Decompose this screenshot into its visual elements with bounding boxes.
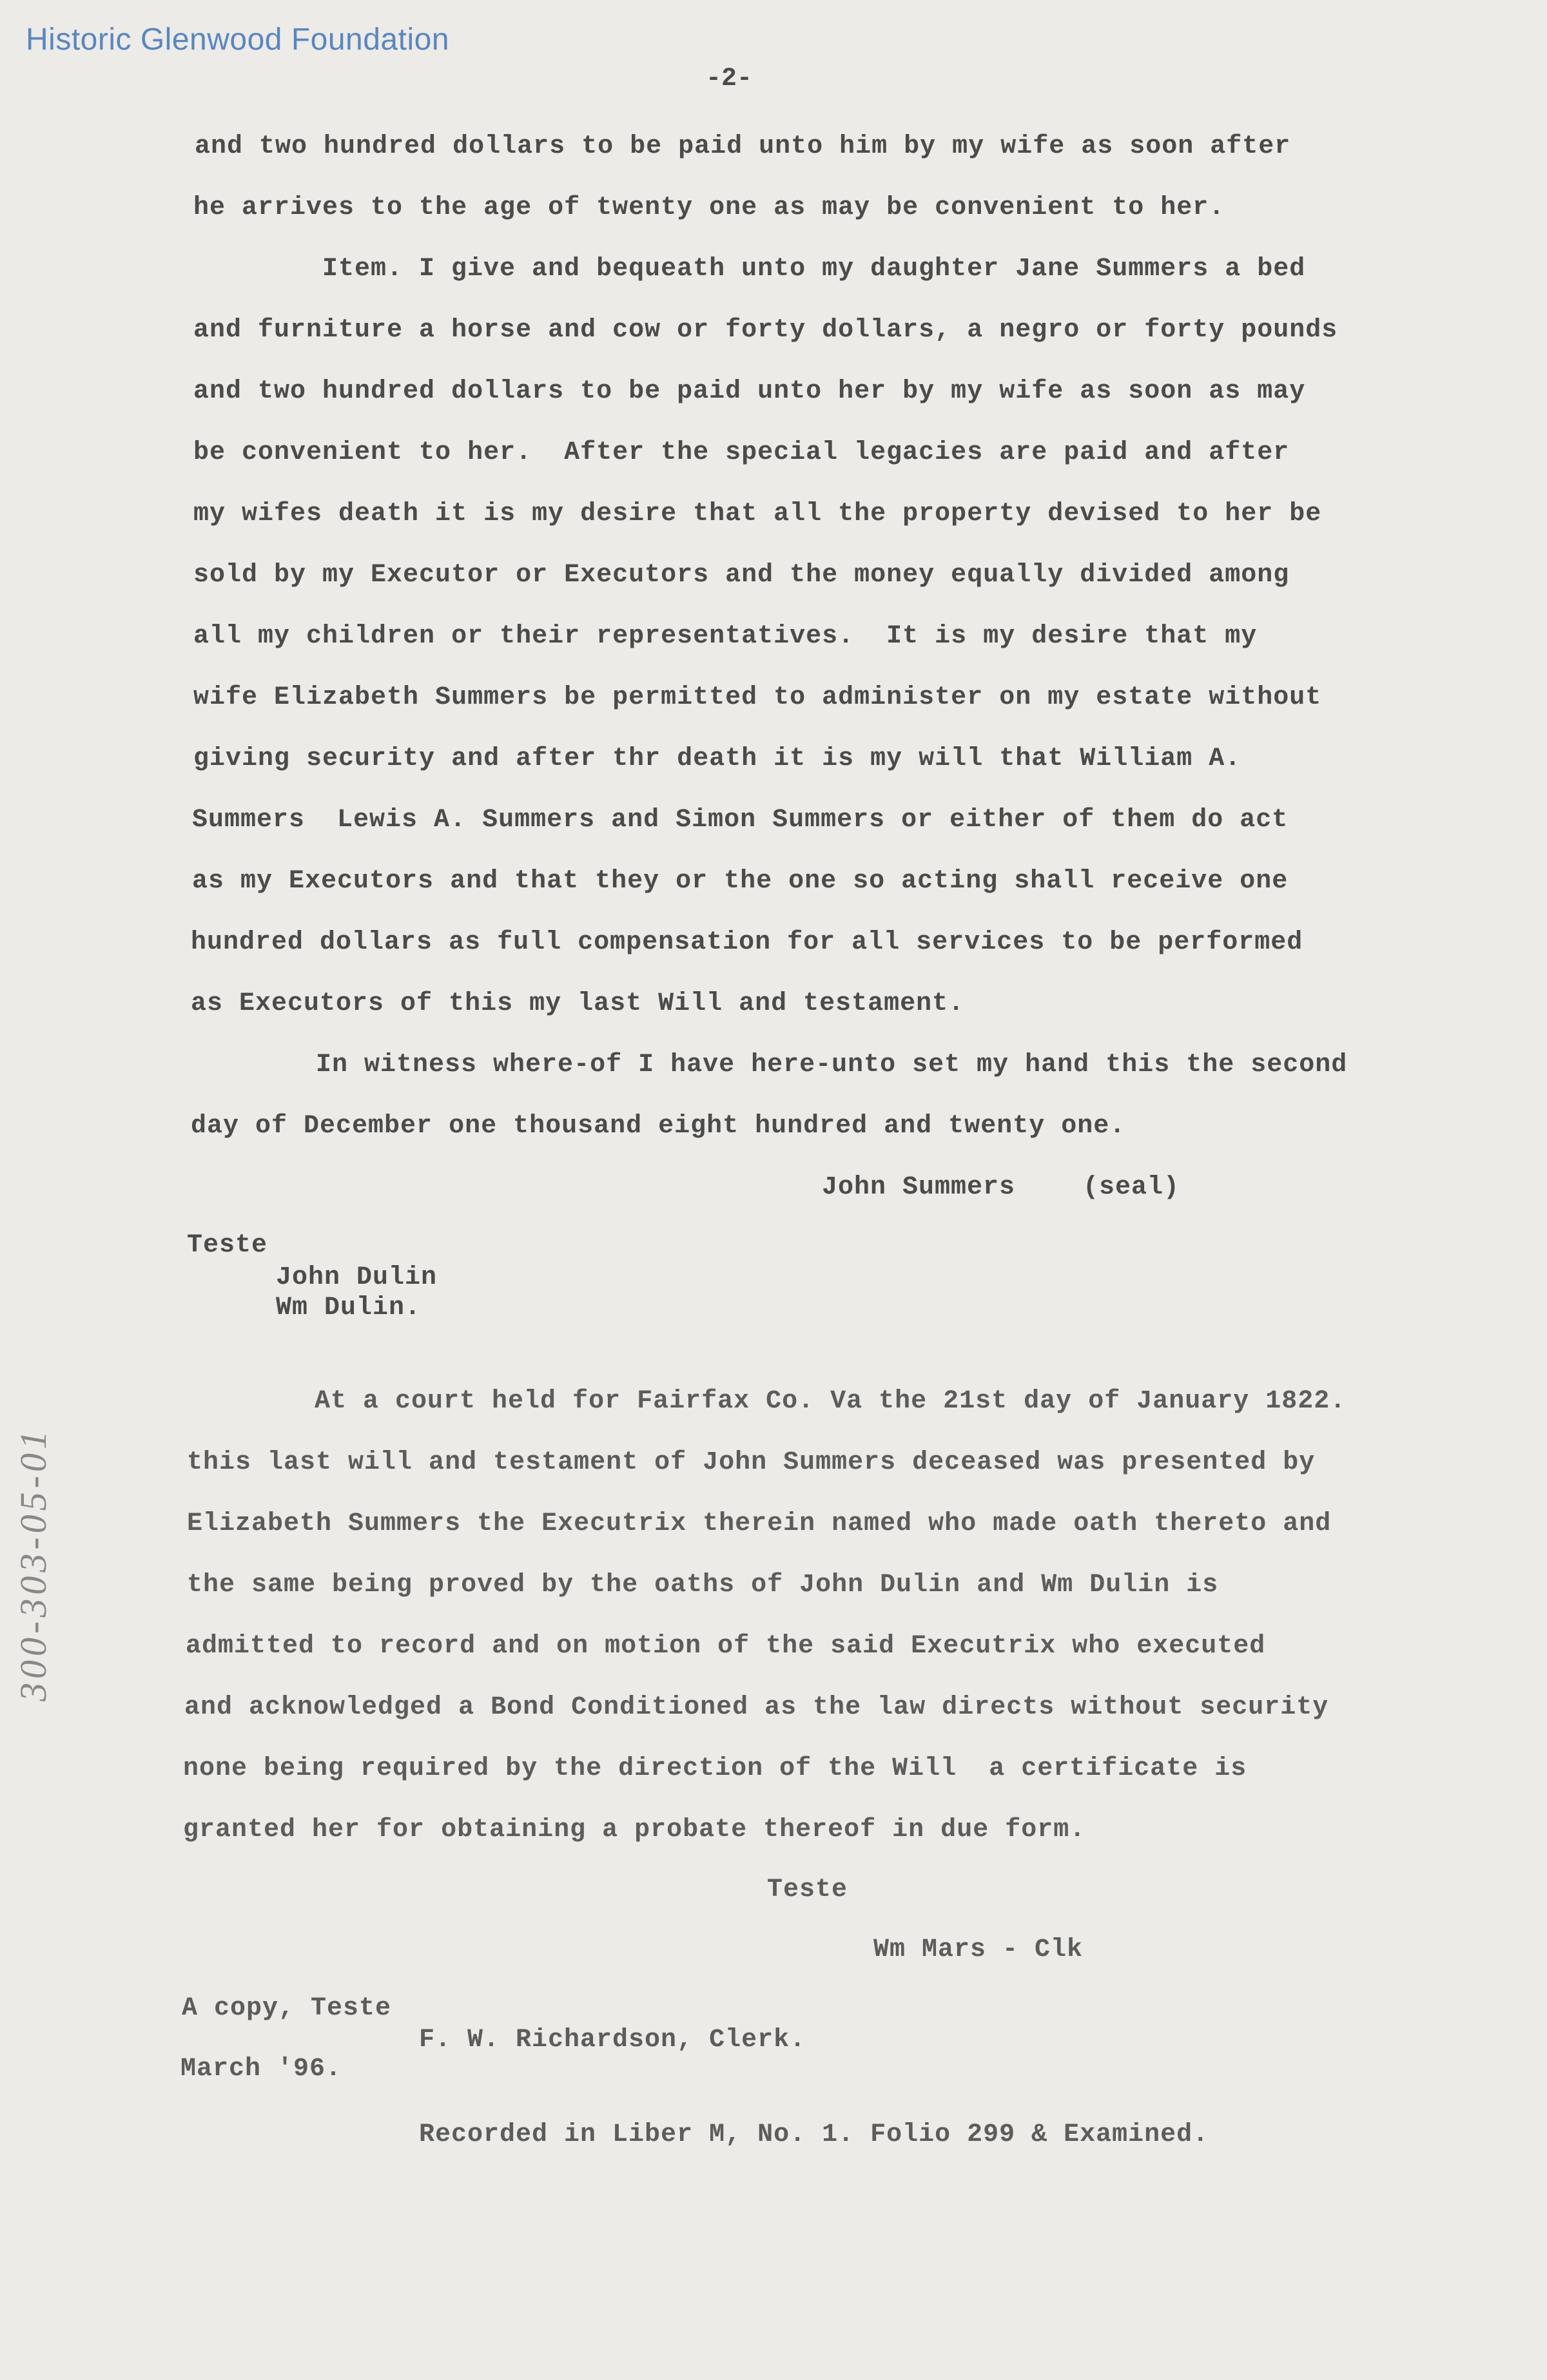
handwritten-catalog-number: 300-303-05-01 — [12, 1427, 54, 1701]
body-line: Summers Lewis A. Summers and Simon Summers or either of them do act — [192, 806, 1289, 835]
court-line: and acknowledged a Bond Conditioned as the law directs without security — [184, 1693, 1329, 1722]
body-line: and two hundred dollars to be paid unto him by my wife as soon after — [195, 132, 1291, 161]
copy-date: March '96. — [180, 2055, 342, 2084]
court-line: none being required by the direction of the Will a certificate is — [183, 1754, 1247, 1783]
witness-label: Teste — [187, 1231, 268, 1260]
court-clerk: Wm Mars - Clk — [873, 1935, 1084, 1964]
body-line: sold by my Executor or Executors and the money equally divided among — [193, 561, 1290, 590]
body-line: giving security and after thr death it is my will that William A. — [193, 744, 1241, 773]
court-line: granted her for obtaining a probate thereof in due form. — [183, 1815, 1086, 1844]
body-line: In witness where-of I have here-unto set my hand this the second — [316, 1050, 1348, 1079]
page-number: -2- — [706, 64, 753, 93]
body-line: hundred dollars as full compensation for all services to be performed — [191, 928, 1303, 957]
copy-clerk: F. W. Richardson, Clerk. — [419, 2026, 806, 2055]
court-teste: Teste — [767, 1875, 848, 1904]
signature-seal: (seal) — [1083, 1173, 1180, 1202]
court-line: Elizabeth Summers the Executrix therein named who made oath thereto and — [187, 1509, 1332, 1538]
witness-name: John Dulin — [276, 1263, 438, 1292]
body-line: as Executors of this my last Will and testament. — [191, 989, 965, 1018]
body-line: all my children or their representatives. It is my desire that my — [193, 622, 1258, 651]
body-line: my wifes death it is my desire that all the property devised to her be — [193, 499, 1322, 528]
body-line: and two hundred dollars to be paid unto her by my wife as soon as may — [193, 377, 1306, 406]
court-line: At a court held for Fairfax Co. Va the 21st day of January 1822. — [315, 1387, 1347, 1416]
court-line: the same being proved by the oaths of John Dulin and Wm Dulin is — [187, 1571, 1219, 1600]
body-line: and furniture a horse and cow or forty dollars, a negro or forty pounds — [193, 316, 1338, 345]
body-line: as my Executors and that they or the one so acting shall receive one — [192, 867, 1289, 896]
witness-name: Wm Dulin. — [276, 1293, 422, 1322]
body-line: Item. I give and bequeath unto my daughter Jane Summers a bed — [322, 255, 1306, 284]
body-line: he arrives to the age of twenty one as may be convenient to her. — [193, 193, 1225, 222]
signature-name: John Summers — [822, 1173, 1016, 1202]
copy-label: A copy, Teste — [182, 1994, 392, 2023]
body-line: wife Elizabeth Summers be permitted to administer on my estate without — [193, 683, 1322, 712]
court-line: this last will and testament of John Summers deceased was presented by — [187, 1448, 1316, 1477]
recorded-note: Recorded in Liber M, No. 1. Folio 299 & Examined. — [419, 2120, 1209, 2149]
watermark-label: Historic Glenwood Foundation — [26, 23, 450, 57]
body-line: be convenient to her. After the special legacies are paid and after — [193, 438, 1290, 467]
body-line: day of December one thousand eight hundred and twenty one. — [191, 1112, 1126, 1141]
court-line: admitted to record and on motion of the said Executrix who executed — [186, 1632, 1266, 1661]
